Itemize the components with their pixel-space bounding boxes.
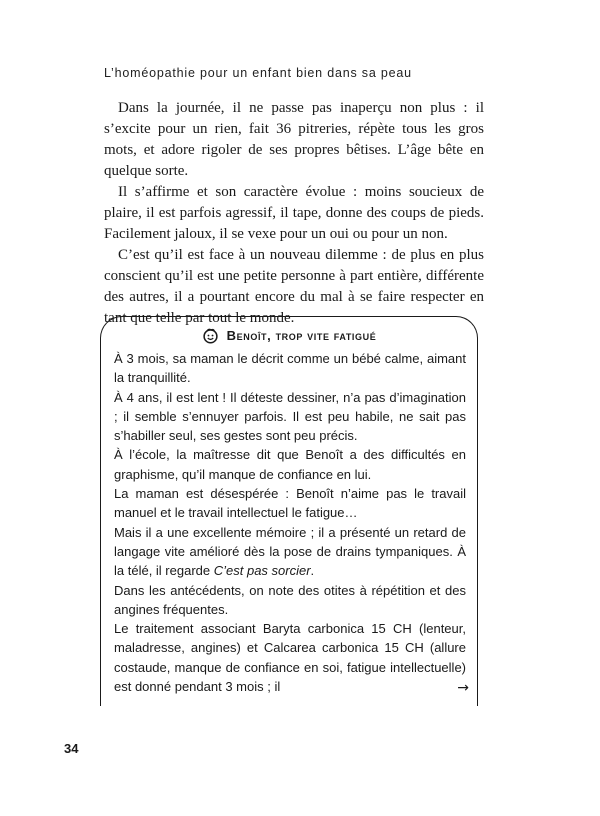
page-number: 34: [64, 741, 79, 756]
case-study-text: [114, 349, 466, 696]
case-paragraph: À 4 ans, il est lent ! Il déteste dessiner, n’a pas d’imagination ; il semble s’ennuyer parfois. Il est peu habile, ne sait pas s’habiller seul, ses gestes sont peu précis.: [114, 389, 466, 444]
case-paragraph: Le traitement associant Baryta carbonica 15 CH (lenteur, maladresse, angines) et Calcarea carbonica 15 CH (allure costaude, manque de confiance en soi, fatigue intellectuelle) est donné pendant 3 mois ; il: [114, 621, 466, 695]
case-paragraph: À 3 mois, sa maman le décrit comme un bébé calme, aimant la tranquillité.: [114, 351, 466, 386]
body-text: [104, 98, 484, 329]
tv-show-title: C’est pas sorcier: [213, 563, 311, 579]
paragraph: C’est qu’il est face à un nouveau dilemme : de plus en plus conscient qu’il est une petite personne à part entière, différente des autres, il a pourtant encore du mal à se faire respecter en tant que telle par tout le monde.: [104, 247, 484, 326]
running-head: L’homéopathie pour un enfant bien dans sa peau: [104, 66, 412, 80]
case-text: Mais il a une excellente mémoire ; il a présenté un retard de langage vite amélioré dès la pose de drains tympaniques. À la télé, il regarde: [114, 524, 466, 579]
case-study-title: [101, 327, 477, 347]
case-text-end: .: [310, 563, 315, 579]
case-paragraph: La maman est désespérée : Benoît n’aime pas le travail manuel et le travail intellectuel le fatigue…: [114, 486, 466, 521]
paragraph: Dans la journée, il ne passe pas inaperçu non plus : il s’excite pour un rien, fait 36 pitreries, répète tous les gros mots, et adore rigoler de ses propres bêtises. L’âge bête en quelque sorte.: [104, 100, 484, 179]
smiley-face-icon: [202, 327, 219, 347]
case-paragraph: Dans les antécédents, on note des otites à répétition et des angines fréquentes.: [114, 582, 466, 617]
case-paragraph: À l’école, la maîtresse dit que Benoît a des difficultés en graphisme, qu’il manque de confiance en lui.: [114, 447, 466, 482]
case-study-box: [100, 316, 478, 706]
case-paragraph: [114, 523, 466, 581]
case-study-title-text: Benoît, trop vite fatigué: [226, 328, 377, 343]
arrow-right-icon: →: [457, 680, 469, 696]
paragraph: Il s’affirme et son caractère évolue : moins soucieux de plaire, il est parfois agressif, il tape, donne des coups de pieds. Facilement jaloux, il se vexe pour un oui ou pour un non.: [104, 184, 484, 242]
